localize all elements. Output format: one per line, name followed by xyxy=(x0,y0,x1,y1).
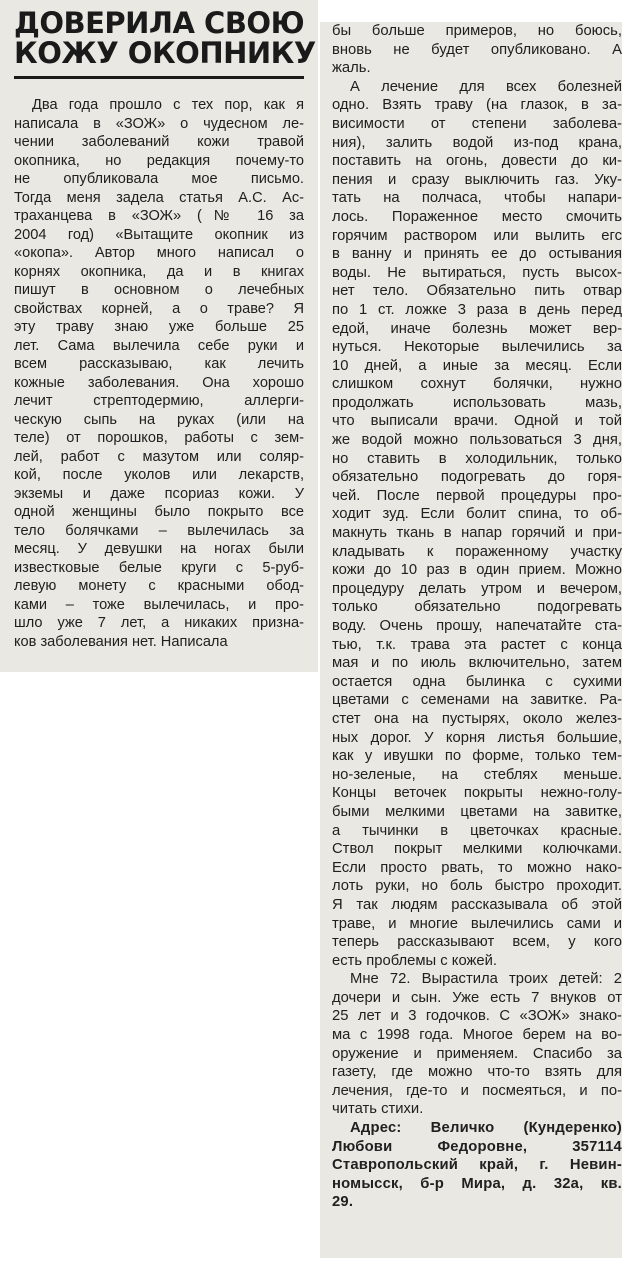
article-text-line: дочери и сын. Уже есть 7 внуков от xyxy=(332,989,622,1006)
address-line: 29. xyxy=(332,1194,354,1211)
article-text-line: ния), залить водой из-под крана, xyxy=(332,134,622,151)
article-text-line: кожи до 10 раз в один прием. Можно xyxy=(332,562,622,579)
article-text-line: левую монету с красными обод- xyxy=(14,578,304,594)
article-text-line: а тычинки в цветочках красные. xyxy=(332,822,622,839)
article-text-line: тело болячками – вылечилась за xyxy=(14,522,304,539)
article-text-line: ческую сыпь на руках (или на xyxy=(14,411,304,428)
article-text-line: 25 лет и 3 годочков. С «ЗОЖ» знако- xyxy=(332,1008,622,1025)
headline-line: ДОВЕРИЛА СВОЮ xyxy=(14,6,305,40)
article-text-line: мая и по июль включительно, затем xyxy=(332,655,622,672)
address-line: Любови Федоровне, 357114 xyxy=(332,1138,622,1155)
article-text-line: Если просто рвать, то можно нако- xyxy=(332,859,622,876)
article-text-line: есть проблемы с кожей. xyxy=(332,952,498,969)
headline-line: КОЖУ ОКОПНИКУ xyxy=(14,36,316,70)
article-text-line: воду. Очень прошу, напечатайте ста- xyxy=(332,618,622,634)
article-text-line: одно. Взять траву (на глазок, в за- xyxy=(332,97,622,114)
article-text-line: свойствах корней, а о траве? Я xyxy=(14,300,304,317)
article-text-line: корнях окопника, да и в книгах xyxy=(14,263,304,280)
article-clipping-left-column xyxy=(0,0,318,672)
article-text-line: чей. После первой процедуры про- xyxy=(332,487,622,504)
article-text-line: одной женщины было покрыто все xyxy=(14,504,304,520)
address-line: номысск, б-р Мира, д. 32а, кв. xyxy=(332,1175,622,1192)
article-text-line: быми мелкими цветами на завитке, xyxy=(332,803,622,820)
article-text-line: оружение и применяем. Спасибо за xyxy=(332,1045,622,1062)
article-text-line: остается одна былинка с сухими xyxy=(332,673,622,690)
article-text-line: пения и сразу выключить газ. Уку- xyxy=(332,171,622,188)
article-text-line: не опубликовала мое письмо. xyxy=(14,171,304,187)
article-text-line: вновь не будет опубликовано. А xyxy=(332,41,622,58)
article-text-line: продолжать использовать мазь, xyxy=(332,394,622,411)
article-text-line: эту траву знаю уже больше 25 xyxy=(14,319,304,335)
article-text-line: читать стихи. xyxy=(332,1101,424,1118)
article-text-line: известковые белые круги с 5-руб- xyxy=(14,559,304,576)
article-text-line: но ставить в холодильник, только xyxy=(332,450,622,467)
article-text-line: пишут в основном о лечебных xyxy=(14,282,304,298)
right-column-text xyxy=(332,22,622,1212)
article-text-line: лет. Сама вылечила себе руки и xyxy=(14,337,304,354)
article-text-line: написала в «ЗОЖ» о чудесном ле- xyxy=(14,115,304,132)
article-text-line: Мне 72. Вырастила троих детей: 2 xyxy=(350,971,622,988)
article-text-line: 2004 год) «Вытащите окопник из xyxy=(14,226,304,243)
article-text-line: ных дорог. У корня листья большие, xyxy=(332,729,622,746)
article-text-line: но-зеленые, на стеблях меньше. xyxy=(332,766,622,783)
article-text-line: чении заболеваний кожи травой xyxy=(14,134,304,150)
article-text-line: бы больше примеров, но боюсь, xyxy=(332,23,622,39)
article-text-line: по 1 ст. ложке 3 раза в день перед xyxy=(332,301,622,318)
headline-underline xyxy=(14,76,304,79)
article-text-line: жаль. xyxy=(332,60,371,77)
article-text-line: слишком сохнут болячки, нужно xyxy=(332,376,622,393)
article-text-line: тью, т.к. трава эта растет с конца xyxy=(332,636,622,653)
article-text-line: А лечение для всех болезней xyxy=(350,78,622,95)
article-text-line: месяц. У девушки на ногах были xyxy=(14,541,304,557)
article-text-line: ками – тоже вылечилась, и про- xyxy=(14,596,304,613)
article-text-line: только обязательно подогревать xyxy=(332,599,622,616)
article-text-line: Тогда меня задела статья А.С. Ас- xyxy=(14,189,304,206)
article-text-line: кой, после уколов или лекарств, xyxy=(14,467,304,483)
article-text-line: тать на полчаса, чтобы напари- xyxy=(332,190,622,207)
article-text-line: траве, и многие вылечились сами и xyxy=(332,915,622,932)
article-text-line: лось. Пораженное место смочить xyxy=(332,208,622,225)
article-text-line: ма с 1998 года. Многое берем на во- xyxy=(332,1027,622,1044)
article-text-line: ков заболевания нет. Написала xyxy=(14,633,228,650)
article-text-line: лечения, где-то и посмеяться, и по- xyxy=(332,1082,622,1099)
article-text-line: «окопа». Автор много написал о xyxy=(14,245,304,261)
article-text-line: шло уже 7 лет, а никаких призна- xyxy=(14,615,304,631)
article-text-line: горячим раствором или вылить егс xyxy=(332,227,622,244)
article-text-line: теперь рассказывают всем, у кого xyxy=(332,934,622,951)
article-text-line: лоть руки, но боль быстро проходит. xyxy=(332,878,622,895)
article-text-line: стет она на пустырях, около желез- xyxy=(332,710,622,727)
article-text-line: Концы веточек покрыты нежно-голу- xyxy=(332,785,622,802)
article-text-line: же водой можно пользоваться 3 дня, xyxy=(332,432,622,449)
article-text-line: ходит зуд. Если болит спина, то об- xyxy=(332,506,622,523)
article-text-line: газету, где можно что-то взять для xyxy=(332,1064,622,1081)
article-text-line: окопника, но редакция почему-то xyxy=(14,152,304,169)
address-line: Адрес: Величко (Кундеренко) xyxy=(350,1120,622,1137)
article-text-line: теле) от порошков, работы с зем- xyxy=(14,430,304,446)
article-text-line: кладывать к пораженному участку xyxy=(332,543,622,560)
article-clipping-right-column xyxy=(320,22,622,1258)
article-text-line: как у ивушки по форме, только тем- xyxy=(332,748,622,765)
article-text-line: лечит стрептодермию, аллерги- xyxy=(14,393,304,409)
article-text-line: поставить на огонь, довести до ки- xyxy=(332,153,622,170)
article-text-line: всем рассказываю, как лечить xyxy=(14,356,304,372)
article-text-line: нет тело. Обязательно пить отвар xyxy=(332,283,622,300)
article-text-line: макнуть ткань в напар горячий и при- xyxy=(332,525,622,542)
article-text-line: нуться. Некоторые вылечились за xyxy=(332,339,622,356)
article-text-line: Два года прошло с тех пор, как я xyxy=(32,97,304,113)
article-text-line: лей, работ с мазутом или соляр- xyxy=(14,448,304,465)
article-text-line: едой, иначе болезнь может вер- xyxy=(332,320,622,337)
article-text-line: траханцева в «ЗОЖ» (№ 16 за xyxy=(14,208,304,224)
article-text-line: Я так людям рассказывала об этой xyxy=(332,896,622,913)
article-text-line: что выписали врачи. Одной и той xyxy=(332,413,622,430)
article-text-line: 10 дней, а иные за месяц. Если xyxy=(332,357,622,374)
article-text-line: в ванну и принять ее до остывания xyxy=(332,246,622,263)
left-column-text xyxy=(14,96,304,651)
article-text-line: процедуру делать утром и вечером, xyxy=(332,580,622,597)
article-text-line: Ствол покрыт мелкими колючками. xyxy=(332,841,622,858)
article-text-line: висимости от степени заболева- xyxy=(332,115,622,132)
article-text-line: цветами с семенами на завитке. Ра- xyxy=(332,692,622,709)
article-headline xyxy=(14,6,316,70)
article-text-line: обязательно подогревать до горя- xyxy=(332,469,622,486)
address-line: Ставропольский край, г. Невин- xyxy=(332,1157,622,1174)
article-text-line: экземы и даже псориаз кожи. У xyxy=(14,485,304,502)
article-text-line: воды. Не вытираться, пусть высох- xyxy=(332,264,622,281)
article-text-line: кожные заболевания. Она хорошо xyxy=(14,374,304,391)
